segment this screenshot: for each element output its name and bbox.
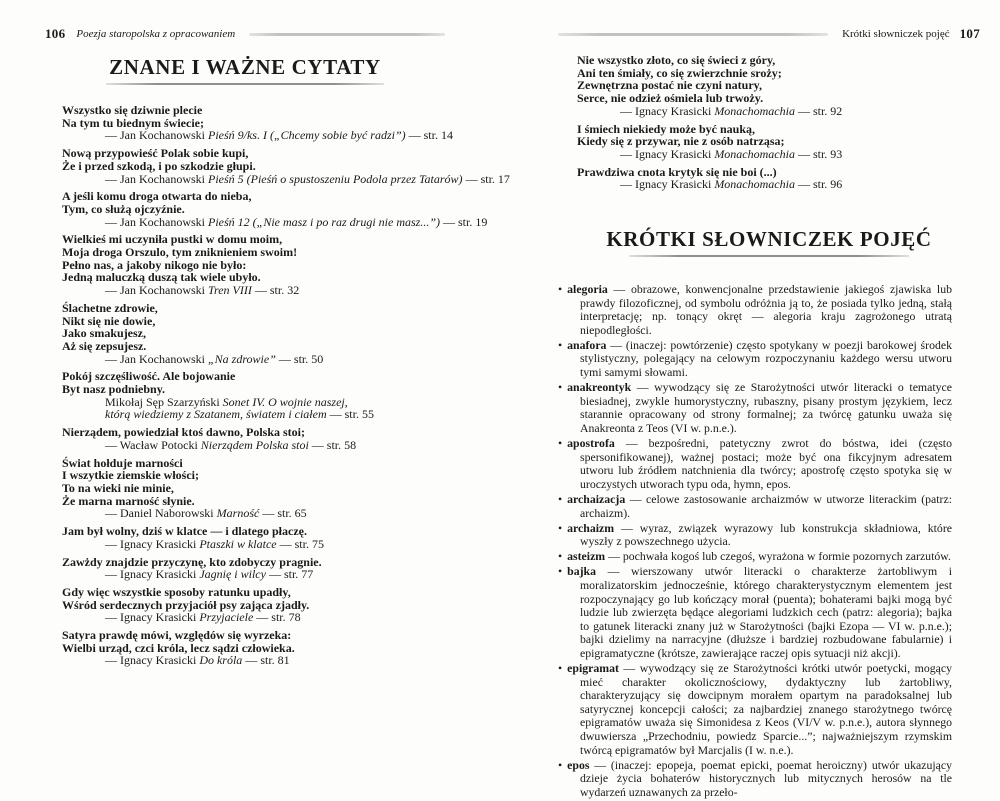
quote-line: Moja droga Orszulo, tym zniknieniem swoim!	[62, 245, 298, 260]
quote-block	[62, 103, 453, 143]
quote-block	[62, 586, 445, 624]
work-title: którą wiedziemy z Szatanem, światem i ciałem	[105, 407, 327, 422]
section-title-left-text: ZNANE I WAŻNE CYTATY	[109, 55, 381, 79]
quote-line: Pokój szczęśliwość. Ale bojowanie	[62, 369, 236, 384]
work-title: „Na zdrowie”	[207, 351, 276, 366]
quote-line: Wielbi urząd, czci króla, lecz sądzi człowieka.	[62, 640, 295, 655]
quote-line: Aż się zepsujesz.	[62, 338, 147, 353]
glossary-term: archaizacja	[567, 491, 626, 506]
quote-line: Nie wszystko złoto, co się świeci z góry,	[577, 53, 776, 67]
attribution-text: — Ignacy Krasicki	[105, 567, 200, 582]
attribution-text: — str. 92	[794, 103, 843, 118]
attribution-text: — str. 75	[276, 536, 324, 551]
quote-attribution	[62, 128, 453, 143]
attribution-text: — str. 93	[794, 146, 843, 161]
bullet-icon: •	[558, 564, 563, 579]
quote-line: Jako smakujesz,	[62, 326, 147, 341]
attribution-text: — Jan Kochanowski	[105, 214, 208, 229]
work-title: Przyjaciele	[199, 610, 254, 625]
glossary-term: archaizm	[567, 520, 615, 535]
attribution-text: — Ignacy Krasicki	[105, 536, 200, 551]
attribution-text: — Wacław Potocki	[105, 437, 201, 452]
glossary-entry	[558, 550, 952, 564]
attribution-text: — Ignacy Krasicki	[105, 653, 200, 668]
attribution-text: — str. 58	[308, 437, 357, 452]
quote-attribution	[577, 148, 976, 161]
quote-line: Jedną maluczką duszą tak wiele ubyło.	[62, 270, 261, 285]
work-title: Jagnię i wilcy	[199, 567, 266, 582]
work-title: Monachomachia	[714, 103, 795, 118]
quote-block	[62, 457, 445, 521]
attribution-text: — str. 32	[251, 283, 300, 298]
quote-line: Gdy więc wszystkie sposoby ratunku upadły,	[62, 584, 291, 599]
quotes-list-right	[577, 54, 976, 196]
glossary-definition: — (inaczej: epopeja, poemat epicki, poemat heroiczny) utwór ukazujący dzieje życia bohaterów historycznych lub mitycznych herosów na tle wydarzeń uznawanych za przeło-	[580, 757, 952, 799]
attribution-text: — str. 14	[405, 128, 453, 143]
attribution-text: — Ignacy Krasicki	[105, 610, 200, 625]
glossary-entry	[558, 381, 952, 435]
bullet-icon: •	[558, 436, 563, 451]
quote-block	[62, 629, 445, 667]
quote-line: Serce, nie odzież ośmiela lub trwoży.	[577, 91, 764, 106]
attribution-text: — Jan Kochanowski	[105, 351, 208, 366]
glossary-list	[558, 283, 952, 801]
work-title: Tren VIII	[207, 283, 252, 298]
quote-block	[577, 123, 976, 161]
quote-attribution	[62, 171, 510, 186]
quote-block	[577, 54, 976, 118]
quote-attribution	[62, 538, 445, 551]
work-title: Ptaszki w klatce	[199, 536, 277, 551]
glossary-definition: — wyraz, związek wyrazowy lub konstrukcja składniowa, które wyszły z powszechnego użycia.	[580, 520, 952, 549]
running-title-left: Poezja staropolska z opracowaniem	[76, 28, 236, 40]
attribution-text: — Jan Kochanowski	[105, 283, 208, 298]
section-title-right	[558, 228, 980, 257]
quote-line: Ani ten śmiały, co się zwierzchnie sroży;	[577, 65, 782, 80]
attribution-text: — str. 19	[440, 214, 488, 229]
section-title-right-text: KRÓTKI SŁOWNICZEK POJĘĆ	[606, 227, 932, 251]
glossary-entry	[558, 493, 952, 520]
glossary-definition: — (inaczej: powtórzenie) często spotykany w poezji barokowej środek stylistyczny, polegający na celowym rozpoczynaniu każdego wersu utworu tymi samymi słowami.	[580, 337, 952, 380]
quote-line: Satyra prawdę mówi, względów się wyrzeka:	[62, 628, 292, 643]
page-left	[45, 0, 510, 712]
attribution-text: Mikołaj Sęp Szarzyński	[105, 394, 223, 409]
quote-line: Ślachetne zdrowie,	[62, 300, 158, 315]
glossary-definition: — wywodzący się ze Starożytności krótki utwór poetycki, mogący mieć charakter okolicznościowy, dydaktyczny lub żartobliwy, charakteryzujący się dowcipnym morałem opartym na paradoksalnej lub satyrycznej koncepcji całości; za najbardziej znanego starożytnego twórcę epigramatów uważa się Simonidesa z Keos (VI/V w. p.n.e.), autora słynnego dwuwiersza „Przechodniu, powiedz Sparcie...”; najważniejszym rzymskim twórcą epigramatów był Marcjalis (I w. n.e.).	[580, 661, 952, 757]
glossary-entry	[558, 339, 952, 380]
quote-line: Tym, co służą ojczyźnie.	[62, 201, 185, 216]
quote-line: Że i przed szkodą, i po szkodzie głupi.	[62, 158, 256, 173]
glossary-term: anakreontyk	[567, 380, 632, 395]
bullet-icon: •	[558, 491, 563, 506]
quote-line: I wszytkie ziemskie włości;	[62, 468, 199, 483]
quote-attribution	[62, 507, 445, 520]
work-title: Monachomachia	[714, 146, 795, 161]
attribution-text: — str. 17	[462, 171, 510, 186]
attribution-text: — Jan Kochanowski	[105, 171, 208, 186]
bullet-icon: •	[558, 661, 563, 676]
header-rule-left	[249, 33, 445, 36]
quote-attribution	[577, 178, 976, 191]
glossary-term: bajka	[567, 564, 596, 579]
quote-line: Prawdziwa cnota krytyk się nie boi (...)	[577, 164, 777, 179]
quote-line: Nikt się nie dowie,	[62, 313, 156, 328]
attribution-text: — Jan Kochanowski	[105, 128, 208, 143]
attribution-text: — Ignacy Krasicki	[620, 103, 715, 118]
work-title: Pieśń 12 („Nie masz i po raz drugi nie masz...”)	[207, 214, 440, 229]
quote-line: Że marna marność słynie.	[62, 493, 195, 508]
work-title: Monachomachia	[714, 177, 795, 192]
glossary-term: asteizm	[567, 549, 606, 564]
glossary-term: apostrofa	[567, 436, 615, 451]
page-right	[558, 0, 980, 799]
quote-line: Wielkieś mi uczyniła pustki w domu moim,	[62, 232, 283, 247]
attribution-text: — str. 81	[242, 653, 290, 668]
glossary-definition: — bezpośredni, patetyczny zwrot do bóstwa, idei (często spersonifikowanej), ważnej postaci; może być ona fikcyjnym adresatem utworu lub źródłem natchnienia dla twórcy; apostrofę często spotyka się w uroczystych utworach typu oda, hymn, epos.	[580, 436, 952, 491]
quote-attribution	[62, 284, 445, 297]
quote-block	[62, 302, 445, 366]
bullet-icon: •	[558, 337, 563, 352]
attribution-text: — str. 65	[259, 506, 307, 521]
section-title-left	[45, 56, 445, 85]
attribution-text: — str. 50	[275, 351, 324, 366]
attribution-text: — str. 78	[253, 610, 301, 625]
quote-line: Byt nasz podniebny.	[62, 382, 166, 397]
quote-attribution	[62, 654, 445, 667]
attribution-text: — Ignacy Krasicki	[620, 177, 715, 192]
quote-line: A jeśli komu droga otwarta do nieba,	[62, 189, 252, 204]
running-title-right: Krótki słowniczek pojęć	[842, 28, 950, 40]
attribution-text: — str. 96	[794, 177, 843, 192]
quote-block	[62, 146, 510, 186]
quote-block	[62, 556, 445, 581]
quote-attribution	[62, 214, 488, 229]
glossary-term: anafora	[567, 337, 607, 352]
quote-attribution	[62, 353, 445, 366]
glossary-term: alegoria	[567, 282, 608, 296]
quote-line: Pełno nas, a jakoby nikogo nie było:	[62, 257, 247, 272]
glossary-entry	[558, 437, 952, 491]
quote-line: Kiedy się z przywar, nie z osób natrząsa;	[577, 134, 785, 149]
quote-attribution	[62, 439, 445, 452]
attribution-text: — str. 55	[326, 407, 374, 422]
bullet-icon: •	[558, 757, 563, 772]
quote-line: Jam był wolny, dziś w klatce — i dlatego płaczę.	[62, 524, 307, 539]
glossary-definition: — pochwała kogoś lub czegoś, wyrażona w formie pozornych zarzutów.	[605, 549, 951, 564]
glossary-entry	[558, 662, 952, 757]
work-title: Marność	[216, 506, 260, 521]
quote-line: I śmiech niekiedy może być nauką,	[577, 121, 756, 136]
quote-block	[577, 166, 976, 191]
quote-line: Na tym tu biednym świecie;	[62, 115, 204, 130]
quote-attribution	[577, 105, 976, 118]
title-rule-left	[106, 83, 384, 85]
quote-line: Wszystko się dziwnie plecie	[62, 103, 203, 117]
quote-attribution	[62, 611, 445, 624]
glossary-entry	[558, 565, 952, 660]
work-title: Do króla	[199, 653, 243, 668]
quote-block	[62, 233, 445, 297]
bullet-icon: •	[558, 380, 563, 395]
glossary-definition: — wierszowany utwór literacki o charakterze żartobliwym i moralizatorskim jednocześnie, którego charakterystycznym elementem jest rozpoczynający go lub kończący morał (puenta); bohaterami bajki mogą być ludzie lub zwierzęta będące alegoriami ludzkich cech (patrz: alegoria); bajka to gatunek literacki znany już w Starożytności (bajki Ezopa — VI w. p.n.e.); bajki dzielimy na narracyjne (dłuższe i bardziej rozbudowane fabularnie) i epigramatyczne (krótsze, zawierające raczej opis sytuacji niż akcji).	[580, 564, 952, 660]
attribution-text: — Ignacy Krasicki	[620, 146, 715, 161]
page-number-left: 106	[45, 26, 66, 41]
quote-block	[62, 426, 445, 451]
quote-line: Wśród serdecznych przyjaciół psy zająca zjadły.	[62, 597, 310, 612]
quote-line: Zawżdy znajdzie przyczynę, kto zdobyczy pragnie.	[62, 554, 322, 569]
quote-attribution	[62, 568, 445, 581]
glossary-definition: — wywodzący się ze Starożytności utwór literacki o tematyce biesiadnej, zwykle humorystyczny, rubaszny, pisany prostym językiem, lecz starannie opracowany od strony formalnej; za twórcę gatunku uważa się Anakreonta z Teos (VI w. p.n.e.).	[580, 380, 952, 435]
bullet-icon: •	[558, 520, 563, 535]
bullet-icon: •	[558, 282, 563, 296]
attribution-text: — str. 77	[265, 567, 314, 582]
glossary-definition: — obrazowe, konwencjonalne przedstawienie jakiegoś zjawiska lub prawdy filozoficznej, od symbolu odróżnia ją to, że posiada tylko jedną, stałą interpretację; np. tonący okręt — alegoria kraju zagrożonego utratą niepodległości.	[580, 282, 952, 337]
quote-block	[62, 189, 488, 229]
glossary-definition: — celowe zastosowanie archaizmów w utworze literackim (patrz: archaizm).	[580, 491, 952, 520]
glossary-entry	[558, 283, 952, 337]
work-title: Pieśń 5 (Pieśń o spustoszeniu Podola przez Tatarów)	[207, 171, 463, 186]
header-rule-right	[558, 33, 828, 36]
quote-line: Zewnętrzna postać nie czyni natury,	[577, 78, 762, 93]
title-rule-right	[629, 255, 909, 257]
quote-line: Nierządem, powiedział ktoś dawno, Polska stoi;	[62, 425, 305, 440]
glossary-entry	[558, 522, 952, 549]
bullet-icon: •	[558, 549, 563, 564]
quotes-list-left	[62, 103, 510, 672]
quote-block	[62, 525, 445, 550]
glossary-term: epigramat	[567, 661, 619, 676]
work-title: Pieśń 9/ks. I („Chcemy sobie być radzi”)	[207, 128, 406, 143]
running-head-left	[45, 26, 445, 42]
page-number-right: 107	[959, 26, 980, 41]
work-title: Nierządem Polska stoi	[200, 437, 309, 452]
attribution-text: — Daniel Naborowski	[105, 506, 217, 521]
glossary-term: epos	[567, 757, 590, 772]
running-head-right	[558, 26, 980, 42]
work-title: Sonet IV. O wojnie naszej,	[222, 394, 348, 409]
glossary-entry	[558, 759, 952, 800]
quote-line: To na wieki nie minie,	[62, 480, 174, 495]
quote-line: Świat hołduje marności	[62, 455, 183, 470]
quote-attribution	[62, 408, 445, 421]
quote-line: Nową przypowieść Polak sobie kupi,	[62, 146, 249, 161]
quote-block	[62, 370, 445, 421]
